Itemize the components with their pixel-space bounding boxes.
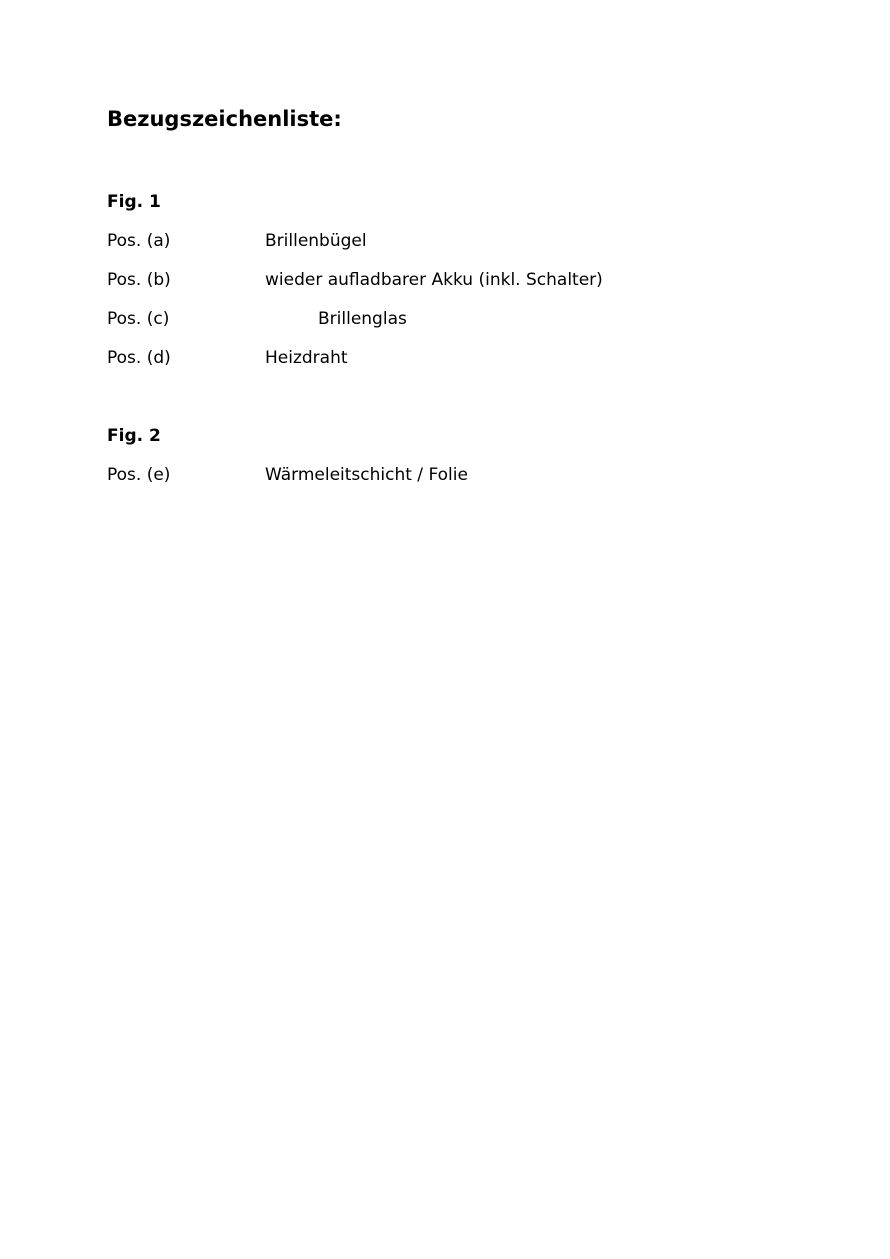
position-label: Pos. (d): [107, 348, 171, 368]
figure-heading-2: Fig. 2: [107, 426, 161, 446]
position-description: Wärmeleitschicht / Folie: [265, 465, 468, 485]
position-description: Brillenbügel: [265, 231, 367, 251]
page-title: Bezugszeichenliste:: [107, 107, 342, 131]
position-label: Pos. (a): [107, 231, 171, 251]
position-description: wieder aufladbarer Akku (inkl. Schalter): [265, 270, 603, 290]
position-label: Pos. (b): [107, 270, 171, 290]
position-description: Brillenglas: [318, 309, 407, 329]
position-description: Heizdraht: [265, 348, 348, 368]
position-label: Pos. (e): [107, 465, 171, 485]
figure-heading-1: Fig. 1: [107, 192, 161, 212]
position-label: Pos. (c): [107, 309, 170, 329]
